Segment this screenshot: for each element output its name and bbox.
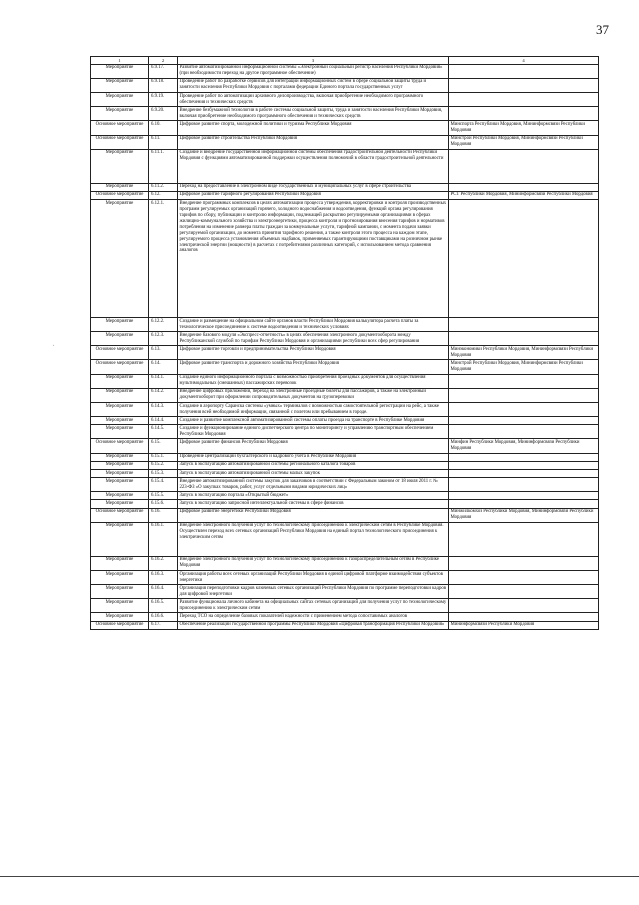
main-activity-row xyxy=(91,135,599,149)
responsible-executor-cell xyxy=(449,425,599,439)
main-activity-row xyxy=(91,439,599,453)
activity-type-cell: Мероприятие xyxy=(91,425,149,439)
responsible-executor-cell: РСТ Республики Мордовия, Мининформсвязи Республики Мордовия xyxy=(449,191,599,199)
main-activity-row xyxy=(91,360,599,374)
activity-code-cell: 6.16. xyxy=(149,508,178,522)
activity-row xyxy=(91,332,599,346)
activity-type-cell: Мероприятие xyxy=(91,93,149,107)
activity-type-cell: Мероприятие xyxy=(91,469,149,477)
responsible-executor-cell xyxy=(449,556,599,570)
responsible-executor-cell xyxy=(449,149,599,183)
activity-description-cell: Запуск в эксплуатацию портала «Открытый бюджет» xyxy=(178,492,449,500)
activity-description-cell: Внедрение программных комплексов в целях автоматизации процесса утверждения, корректировки и контроля производственных программ регулируемых организаций горячего, холодного водоснабжения и водоотведения, функций органа регулирования тарифов по сбору, публикации и контролю информации, подлежащей раскрытию регулируемыми организациями в сферах жилищно-коммунального хозяйства и электроэнергетики, процесса контроля и прогнозирования внесения тарифов и нормативов потребления на изменение размера платы граждан за коммунальные услуги, тарифной кампании, с момента подачи заявки регулируемой организации, до момента принятия тарифного решения, а также контроля этого процесса на каждом этапе, регулируемого процесса установления объемных надбавок, применяемых гарантирующими поставщиками на розничном рынке электрической энергии (мощности) в расчетах с потребителями различных категорий, с использованием метода сравнения аналогов xyxy=(178,200,449,318)
activity-row xyxy=(91,93,599,107)
activity-description-cell: Создание и внедрение государственной информационной системы обеспечения градостроительной деятельности Республики Мордовия с функциями автоматизированной поддержки осуществления полномочий в области градостроительной деятельности xyxy=(178,149,449,183)
responsible-executor-cell xyxy=(449,388,599,402)
responsible-executor-cell xyxy=(449,402,599,416)
responsible-executor-cell xyxy=(449,469,599,477)
activity-code-cell: 6.11. xyxy=(149,135,178,149)
activity-type-cell: Мероприятие xyxy=(91,402,149,416)
activity-row xyxy=(91,374,599,388)
activity-description-cell: Внедрение электронного получения услуг по технологическому присоединению к газораспределительным сетям в Республике Мордовия xyxy=(178,556,449,570)
responsible-executor-cell xyxy=(449,492,599,500)
main-activity-row xyxy=(91,121,599,135)
activity-description-cell: Обеспечение реализации государственной программы Республики Мордовия «Цифровая трансформация Республики Мордовия» xyxy=(178,621,449,629)
responsible-executor-cell: Минжилкомхоз Республики Мордовия, Мининформсвязи Республики Мордовия xyxy=(449,508,599,522)
page-number: 37 xyxy=(596,22,609,37)
activity-row xyxy=(91,64,599,78)
activity-code-cell: 6.11.1. xyxy=(149,149,178,183)
activity-description-cell: Переход на предоставление в электронном виде государственных и муниципальных услуг в сфере строительства xyxy=(178,183,449,191)
responsible-executor-cell xyxy=(449,93,599,107)
column-header: 2 xyxy=(149,57,178,65)
responsible-executor-cell: Минфин Республики Мордовия, Мининформсвязи Республики Мордовия xyxy=(449,439,599,453)
activity-code-cell: 6.14.1. xyxy=(149,374,178,388)
activity-description-cell: Цифровое развитие строительства Республики Мордовия xyxy=(178,135,449,149)
activity-type-cell: Мероприятие xyxy=(91,417,149,425)
activity-description-cell: Создание и развитие комплексной автоматизированной системы оплаты проезда на транспорте в Республике Мордовия xyxy=(178,417,449,425)
responsible-executor-cell xyxy=(449,318,599,332)
responsible-executor-cell xyxy=(449,585,599,599)
activity-description-cell: Внедрение электронного получения услуг по технологическому присоединению к электрическим сетям в Республике Мордовия. Осуществлен переход всех сетевых организаций Республики Мордовия на единый портал технологического присоединения к электрическим сетям xyxy=(178,522,449,556)
activity-description-cell: Внедрение безбумажной технологии в работе системы социальной защиты, труда и занятости населения Республики Мордовия, включая приобретение необходимого программного обеспечения и технических средств xyxy=(178,107,449,121)
responsible-executor-cell xyxy=(449,64,599,78)
activity-description-cell: Создание и функционирование единого диспетчерского центра по мониторингу и управлению транспортным обеспечением Республики Мордовия xyxy=(178,425,449,439)
responsible-executor-cell xyxy=(449,453,599,461)
activity-type-cell: Мероприятие xyxy=(91,461,149,469)
responsible-executor-cell xyxy=(449,107,599,121)
activity-row xyxy=(91,613,599,621)
activity-row xyxy=(91,556,599,570)
activity-code-cell: 6.15.5. xyxy=(149,492,178,500)
activity-row xyxy=(91,200,599,318)
activity-type-cell: Мероприятие xyxy=(91,183,149,191)
activity-type-cell: Мероприятие xyxy=(91,500,149,508)
activity-description-cell: Цифровое развитие финансов Республики Мордовия xyxy=(178,439,449,453)
activity-row xyxy=(91,453,599,461)
activity-code-cell: 6.14.4. xyxy=(149,417,178,425)
activity-description-cell: Запуск в эксплуатацию запросной интеллектуальной системы в сфере финансов xyxy=(178,500,449,508)
responsible-executor-cell: Минэкономики Республики Мордовия, Мининформсвязи Республики Мордовия xyxy=(449,346,599,360)
activity-description-cell: Цифровое развитие спорта, молодежной политики и туризма Республики Мордовия xyxy=(178,121,449,135)
activity-code-cell: 6.15.4. xyxy=(149,478,178,492)
activity-row xyxy=(91,492,599,500)
activity-row xyxy=(91,585,599,599)
activity-code-cell: 6.16.1. xyxy=(149,522,178,556)
main-activity-row xyxy=(91,621,599,629)
activity-row xyxy=(91,402,599,416)
activity-type-cell: Мероприятие xyxy=(91,149,149,183)
activity-row xyxy=(91,461,599,469)
activity-code-cell: 6.12.3. xyxy=(149,332,178,346)
main-activity-row xyxy=(91,191,599,199)
responsible-executor-cell: Минстрой Республики Мордовия, Мининформсвязи Республики Мордовия xyxy=(449,135,599,149)
activity-code-cell: 6.12. xyxy=(149,191,178,199)
activity-code-cell: 6.16.2. xyxy=(149,556,178,570)
activity-type-cell: Мероприятие xyxy=(91,599,149,613)
responsible-executor-cell xyxy=(449,374,599,388)
activity-code-cell: 6.15.6. xyxy=(149,500,178,508)
activity-type-cell: Основное мероприятие xyxy=(91,191,149,199)
activity-description-cell: Создание единого информационного портала с возможностью приобретения проездных документов для осуществления мультимодальных (смешанных) пассажирских перевозок xyxy=(178,374,449,388)
column-header: 3 xyxy=(178,57,449,65)
activity-type-cell: Мероприятие xyxy=(91,318,149,332)
activity-code-cell: 6.14.5. xyxy=(149,425,178,439)
responsible-executor-cell xyxy=(449,500,599,508)
activity-type-cell: Мероприятие xyxy=(91,78,149,92)
responsible-executor-cell xyxy=(449,461,599,469)
activity-code-cell: 6.15.3. xyxy=(149,469,178,477)
column-header: 1 xyxy=(91,57,149,65)
activity-description-cell: Цифровое развитие транспорта и дорожного хозяйства Республики Мордовия xyxy=(178,360,449,374)
activity-type-cell: Мероприятие xyxy=(91,478,149,492)
activity-row xyxy=(91,107,599,121)
responsible-executor-cell: Минспорта Республики Мордовия, Мининформсвязи Республики Мордовия xyxy=(449,121,599,135)
activity-type-cell: Мероприятие xyxy=(91,492,149,500)
program-activities-table xyxy=(90,56,599,630)
activity-description-cell: Цифровое развитие энергетики Республики Мордовия xyxy=(178,508,449,522)
activity-type-cell: Основное мероприятие xyxy=(91,439,149,453)
activity-type-cell: Мероприятие xyxy=(91,522,149,556)
activity-code-cell: 6.11.2. xyxy=(149,183,178,191)
responsible-executor-cell xyxy=(449,200,599,318)
scan-edge-line xyxy=(0,876,639,877)
activity-code-cell: 6.9.18. xyxy=(149,78,178,92)
responsible-executor-cell xyxy=(449,570,599,584)
activity-type-cell: Мероприятие xyxy=(91,613,149,621)
table-header-row xyxy=(91,57,599,65)
activity-code-cell: 6.10. xyxy=(149,121,178,135)
activity-type-cell: Основное мероприятие xyxy=(91,346,149,360)
activity-type-cell: Мероприятие xyxy=(91,453,149,461)
responsible-executor-cell xyxy=(449,332,599,346)
scan-artifact-mark: ˈ xyxy=(52,344,55,352)
activity-code-cell: 6.16.4. xyxy=(149,585,178,599)
activity-description-cell: Создание в аэропорту Саранска системы «умных» терминалов с возможностью самостоятельной регистрации на рейс, а также получения всей необходимой информации, связанной с полетом или пребыванием в городе. xyxy=(178,402,449,416)
activity-row xyxy=(91,522,599,556)
table-body xyxy=(91,64,599,629)
responsible-executor-cell xyxy=(449,522,599,556)
activity-row xyxy=(91,183,599,191)
activity-code-cell: 6.13. xyxy=(149,346,178,360)
activity-description-cell: Организация работы всех сетевых организаций Республики Мордовия в единой цифровой платформе взаимодействия субъектов энергетики xyxy=(178,570,449,584)
activity-description-cell: Развитие функционала личного кабинета на официальных сайтах сетевых организаций для получения услуг по технологическому присоединению к электрическим сетям xyxy=(178,599,449,613)
activity-type-cell: Мероприятие xyxy=(91,374,149,388)
activity-code-cell: 6.9.20. xyxy=(149,107,178,121)
activity-code-cell: 6.16.3. xyxy=(149,570,178,584)
column-header: 4 xyxy=(449,57,599,65)
activity-code-cell: 6.14. xyxy=(149,360,178,374)
activity-row xyxy=(91,500,599,508)
activity-row xyxy=(91,149,599,183)
activity-code-cell: 6.12.2. xyxy=(149,318,178,332)
main-activity-row xyxy=(91,508,599,522)
activity-code-cell: 6.16.5. xyxy=(149,599,178,613)
responsible-executor-cell xyxy=(449,478,599,492)
responsible-executor-cell xyxy=(449,417,599,425)
activity-row xyxy=(91,478,599,492)
activity-description-cell: Проведение работ по автоматизации архивного делопроизводства, включая приобретение необходимого программного обеспечения и технических средств xyxy=(178,93,449,107)
activity-type-cell: Мероприятие xyxy=(91,332,149,346)
activity-description-cell: Переход ТСО на определение базовых показателей надежности с применением метода сопоставимых аналогов xyxy=(178,613,449,621)
activity-code-cell: 6.16.6. xyxy=(149,613,178,621)
activity-row xyxy=(91,318,599,332)
activity-type-cell: Основное мероприятие xyxy=(91,621,149,629)
activity-code-cell: 6.12.1. xyxy=(149,200,178,318)
responsible-executor-cell: Мининформсвязи Республики Мордовия xyxy=(449,621,599,629)
activity-code-cell: 6.14.3. xyxy=(149,402,178,416)
activity-type-cell: Мероприятие xyxy=(91,556,149,570)
activity-type-cell: Мероприятие xyxy=(91,570,149,584)
responsible-executor-cell xyxy=(449,78,599,92)
activity-description-cell: Запуск в эксплуатацию автоматизированной системы регионального каталога товаров xyxy=(178,461,449,469)
activity-code-cell: 6.15.1. xyxy=(149,453,178,461)
activity-type-cell: Основное мероприятие xyxy=(91,508,149,522)
activity-code-cell: 6.15.2. xyxy=(149,461,178,469)
responsible-executor-cell: Минстрой Республики Мордовия, Мининформсвязи Республики Мордовия xyxy=(449,360,599,374)
activity-row xyxy=(91,599,599,613)
responsible-executor-cell xyxy=(449,613,599,621)
activity-description-cell: Организация переподготовки кадров ключевых сетевых организаций Республики Мордовия по программе переподготовки кадров для цифровой энергетики xyxy=(178,585,449,599)
activity-description-cell: Развитие автоматизированной информационной системы «Электронный социальный регистр населения Республики Мордовия» (при необходимости переход на другое программное обеспечение) xyxy=(178,64,449,78)
activity-row xyxy=(91,469,599,477)
activity-row xyxy=(91,425,599,439)
activity-type-cell: Мероприятие xyxy=(91,388,149,402)
activity-type-cell: Мероприятие xyxy=(91,64,149,78)
activity-description-cell: Проведение централизации бухгалтерского и кадрового учета в Республике Мордовия xyxy=(178,453,449,461)
activity-description-cell: Запуск в эксплуатацию автоматизированной системы малых закупок xyxy=(178,469,449,477)
activity-code-cell: 6.9.17. xyxy=(149,64,178,78)
activity-description-cell: Цифровое развитие тарифного регулирования Республики Мордовия xyxy=(178,191,449,199)
activity-type-cell: Основное мероприятие xyxy=(91,135,149,149)
activity-row xyxy=(91,570,599,584)
activity-row xyxy=(91,388,599,402)
activity-description-cell: Цифровое развитие торговли и предпринимательства Республики Мордовия xyxy=(178,346,449,360)
responsible-executor-cell xyxy=(449,183,599,191)
activity-code-cell: 6.9.19. xyxy=(149,93,178,107)
activity-type-cell: Мероприятие xyxy=(91,200,149,318)
activity-type-cell: Основное мероприятие xyxy=(91,360,149,374)
activity-description-cell: Внедрение базового модуля «Экспресс-отчетность» в целях обеспечения электронного документооборота между Республиканской службой по тарифам Республики Мордовия и организациями республики всех сфер регулирования xyxy=(178,332,449,346)
activity-description-cell: Внедрение цифровых приложений, переход на электронные проездные билеты для пассажиров, а также на электронный документооборот при оформлении сопроводительных документов на грузоперевозки xyxy=(178,388,449,402)
activity-description-cell: Создание и размещение на официальном сайте органов власти Республики Мордовия калькулятора расчета платы за технологическое присоединение к системе водоотведения и технических условиях xyxy=(178,318,449,332)
activity-code-cell: 6.17. xyxy=(149,621,178,629)
activity-row xyxy=(91,417,599,425)
activity-description-cell: Внедрение автоматизированной системы закупок для заказчиков в соответствии с Федеральным законом от 18 июля 2011 г. № 223-ФЗ «О закупках товаров, работ, услуг отдельными видами юридических лиц» xyxy=(178,478,449,492)
activity-type-cell: Основное мероприятие xyxy=(91,121,149,135)
activity-description-cell: Проведение работ по разработке сервисов для интеграции информационных систем в сфере социальной защиты труда и занятости населения Республики Мордовия с порталами федерации Единого портала государственных услуг xyxy=(178,78,449,92)
activity-code-cell: 6.14.2. xyxy=(149,388,178,402)
activity-type-cell: Мероприятие xyxy=(91,585,149,599)
main-activity-row xyxy=(91,346,599,360)
activity-code-cell: 6.15. xyxy=(149,439,178,453)
activity-type-cell: Мероприятие xyxy=(91,107,149,121)
responsible-executor-cell xyxy=(449,599,599,613)
activity-row xyxy=(91,78,599,92)
